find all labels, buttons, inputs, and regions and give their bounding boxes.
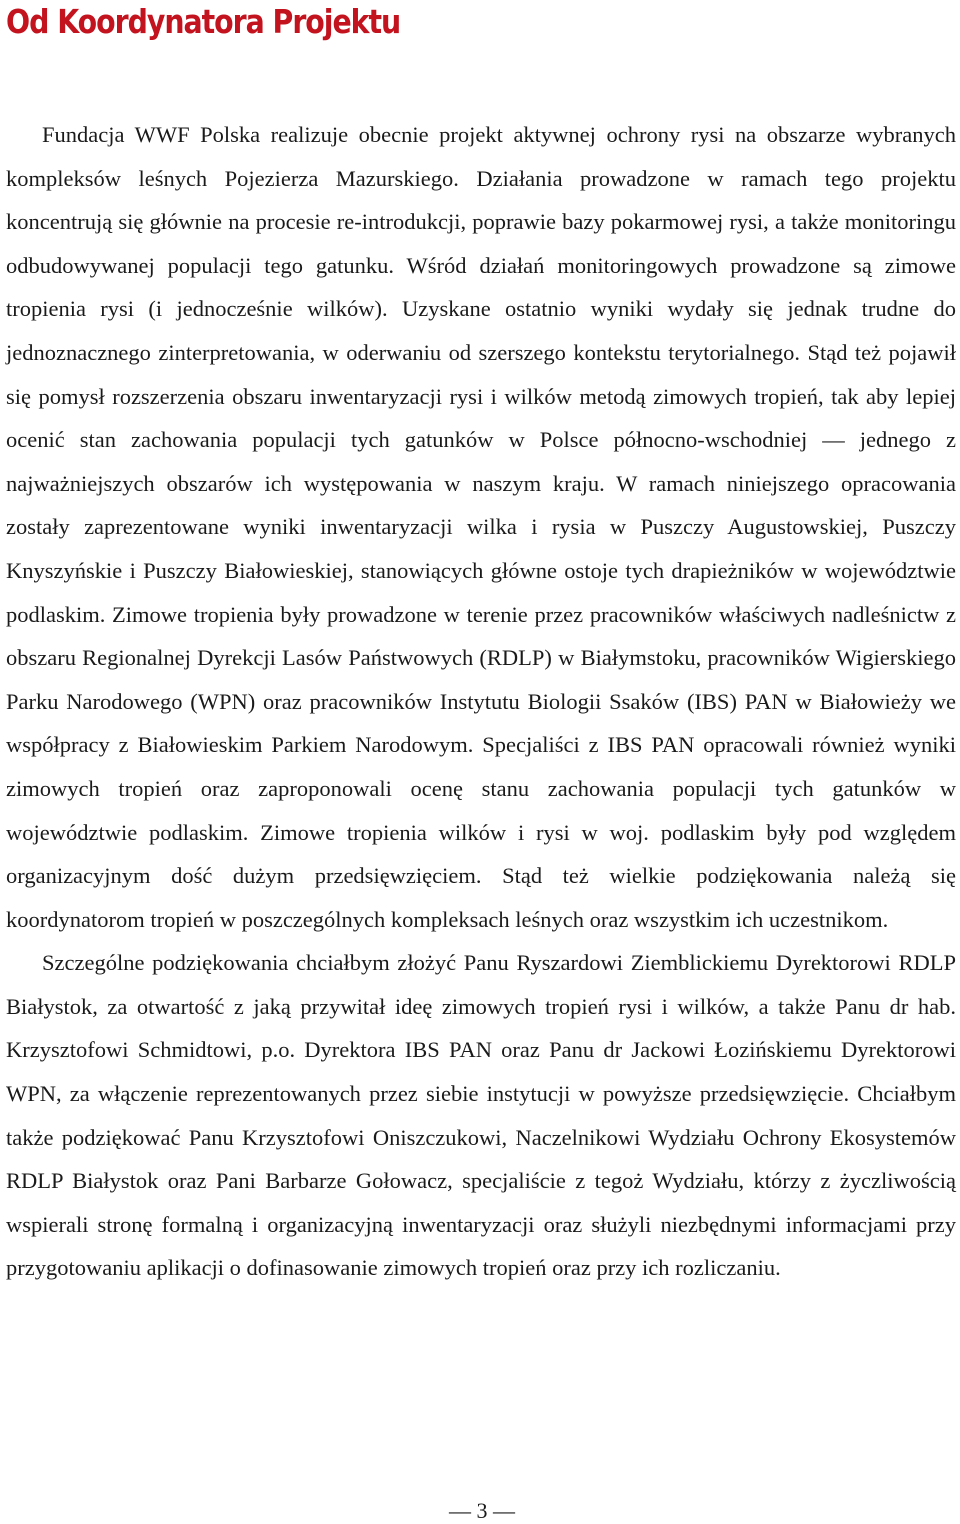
page-number: — 3 — <box>449 1498 515 1523</box>
page-title: Od Koordynatora Projektu <box>6 2 401 41</box>
paragraph-acknowledgements: Szczególne podziękowania chciałbym złożyć Panu Ryszardowi Ziemblickiemu Dyrektorowi RDLP Białystok, za otwartość z jaką przywitał ideę zimowych tropień rysi i wilków, a także Panu dr hab. Krzysztofowi Schmidtowi, p.o. Dyrektora IBS PAN oraz Panu dr Jackowi Łozińskiemu Dyrektorowi WPN, za włączenie reprezentowanych przez siebie instytucji w powyższe przedsięwzięcie. Chciałbym także podziękować Panu Krzysztofowi Oniszczukowi, Naczelnikowi Wydziału Ochrony Ekosystemów RDLP Białystok oraz Pani Barbarze Gołowacz, specjaliście z tegoż Wydziału, którzy z życzliwością wspierali stronę formalną i organizacyjną inwentaryzacji oraz służyli niezbędnymi informacjami przy przygotowaniu aplikacji o dofinasowanie zimowych tropień oraz przy ich rozliczaniu. <box>6 950 956 1281</box>
body-text <box>6 113 956 1290</box>
paragraph-intro: Fundacja WWF Polska realizuje obecnie projekt aktywnej ochrony rysi na obszarze wybranych kompleksów leśnych Pojezierza Mazurskiego. Działania prowadzone w ramach tego projektu koncentrują się głównie na procesie re-introdukcji, poprawie bazy pokarmowej rysi, a także monitoringu odbudowywanej populacji tego gatunku. Wśród działań monitoringowych prowadzone są zimowe tropienia rysi (i jednocześnie wilków). Uzyskane ostatnio wyniki wydały się jednak trudne do jednoznacznego zinterpretowania, w oderwaniu od szerszego kontekstu terytorialnego. Stąd też pojawił się pomysł rozszerzenia obszaru inwentaryzacji rysi i wilków metodą zimowych tropień, tak aby lepiej ocenić stan zachowania populacji tych gatunków w Polsce północno-wschodniej — jednego z najważniejszych obszarów ich występowania w naszym kraju. W ramach niniejszego opracowania zostały zaprezentowane wyniki inwentaryzacji wilka i rysia w Puszczy Augustowskiej, Puszczy Knyszyńskie i Puszczy Białowieskiej, stanowiących główne ostoje tych drapieżników w województwie podlaskim. Zimowe tropienia były prowadzone w terenie przez pracowników właściwych nadleśnictw z obszaru Regionalnej Dyrekcji Lasów Państwowych (RDLP) w Białymstoku, pracowników Wigierskiego Parku Narodowego (WPN) oraz pracowników Instytutu Biologii Ssaków (IBS) PAN w Białowieży we współpracy z Białowieskim Parkiem Narodowym. Specjaliści z IBS PAN opracowali również wyniki zimowych tropień oraz zaproponowali ocenę stanu zachowania populacji tych gatunków w województwie podlaskim. Zimowe tropienia wilków i rysi w woj. podlaskim były pod względem organizacyjnym dość dużym przedsięwzięciem. Stąd też wielkie podziękowania należą się koordynatorom tropień w poszczególnych kompleksach leśnych oraz wszystkim ich uczestnikom. <box>6 122 956 932</box>
